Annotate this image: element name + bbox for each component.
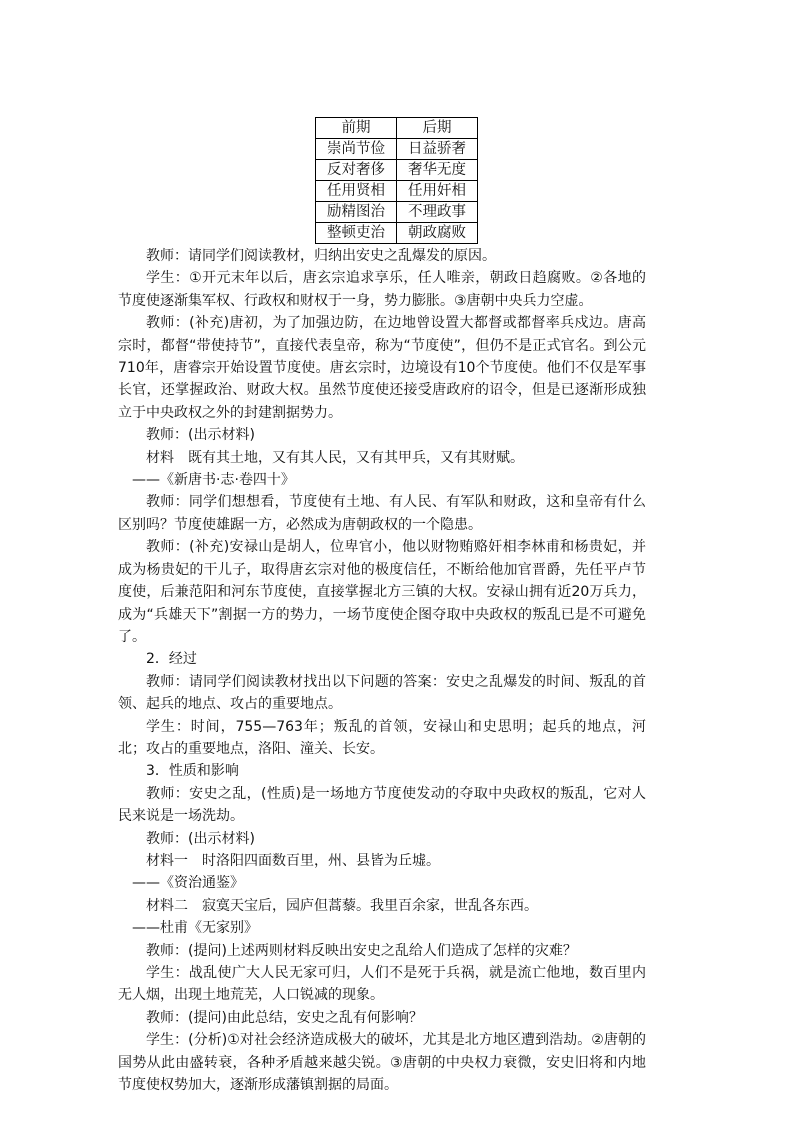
paragraph: 学生：(分析)①对社会经济造成极大的破坏，尤其是北方地区遭到浩劫。②唐朝的国势从此由盛转衰，各种矛盾越来越尖锐。③唐朝的中央权力衰微，安史旧将和内地节度使权势加大，逐渐形成藩镇割据的局面。	[118, 1032, 646, 1094]
table-row	[316, 160, 478, 181]
table-cell: 朝政腐败	[397, 223, 478, 244]
paragraph: 教师：(出示材料)	[146, 830, 255, 847]
table-row	[316, 139, 478, 160]
table-row	[316, 181, 478, 202]
table-cell: 不理政事	[397, 202, 478, 223]
table-cell: 任用奸相	[397, 181, 478, 202]
paragraph: 教师：(提问)由此总结，安史之乱有何影响？	[146, 1009, 423, 1026]
material-quote: 材料 既有其土地，又有其人民，又有其甲兵，又有其财赋。	[146, 449, 524, 466]
paragraph: 教师：(出示材料)	[146, 427, 255, 444]
table-cell: 奢华无度	[397, 160, 478, 181]
table-cell: 任用贤相	[316, 181, 397, 202]
material-source: ——《新唐书·志·卷四十》	[132, 472, 295, 489]
table-header-row	[316, 118, 478, 139]
material-source: ——《资治通鉴》	[132, 875, 244, 892]
paragraph: 学生：战乱使广大人民无家可归，人们不是死于兵祸，就是流亡他地，数百里内无人烟，出现土地荒芜，人口锐减的现象。	[118, 965, 646, 1004]
section-heading: 2．经过	[146, 651, 197, 668]
paragraph: 教师：(补充)安禄山是胡人，位卑官小，他以财物贿赂奸相李林甫和杨贵妃，并成为杨贵妃的干儿子，取得唐玄宗对他的极度信任，不断给他加官晋爵，先任平卢节度使，后兼范阳和河东节度使，直接掌握北方三镇的大权。安禄山拥有近20万兵力，成为“兵雄天下”割据一方的势力，一场节度使企图夺取中央政权的叛乱已是不可避免了。	[118, 539, 646, 645]
table-cell: 整顿吏治	[316, 223, 397, 244]
paragraph: 教师：(补充)唐初，为了加强边防，在边地曾设置大都督或都督率兵戍边。唐高宗时，都督“带使持节”，直接代表皇帝，称为“节度使”，但仍不是正式官名。到公元710年，唐睿宗开始设置节度使。唐玄宗时，边境设有10个节度使。他们不仅是军事长官，还掌握政治、财政大权。虽然节度使还接受唐政府的诏令，但是已逐渐形成独立于中央政权之外的封建割据势力。	[118, 315, 646, 421]
material-quote: 材料二 寂寞天宝后，园庐但蒿藜。我里百余家，世乱各东西。	[146, 897, 538, 914]
material-source: ——杜甫《无家别》	[132, 920, 258, 937]
table-cell: 日益骄奢	[397, 139, 478, 160]
section-heading: 3．性质和影响	[146, 763, 239, 780]
table-header-cell: 后期	[397, 118, 478, 139]
paragraph: 教师：请同学们阅读教材找出以下问题的答案：安史之乱爆发的时间、叛乱的首领、起兵的地点、攻占的重要地点。	[118, 673, 646, 713]
table-row	[316, 202, 478, 223]
table-row	[316, 223, 478, 244]
paragraph: 教师：同学们想想看，节度使有土地、有人民、有军队和财政，这和皇帝有什么区别吗？节度使雄踞一方，必然成为唐朝政权的一个隐患。	[118, 494, 646, 533]
paragraph: 教师：请同学们阅读教材，归纳出安史之乱爆发的原因。	[146, 248, 496, 264]
material-quote: 材料一 时洛阳四面数百里，州、县皆为丘墟。	[146, 852, 440, 869]
table-header-cell: 前期	[316, 118, 397, 139]
body-text	[118, 245, 646, 1096]
paragraph: 教师：安史之乱，(性质)是一场地方节度使发动的夺取中央政权的叛乱，它对人民来说是一场洗劫。	[118, 785, 646, 825]
table-cell: 反对奢侈	[316, 160, 397, 181]
table-cell: 崇尚节俭	[316, 139, 397, 160]
table-cell: 励精图治	[316, 202, 397, 223]
comparison-table	[315, 117, 478, 244]
paragraph: 教师：(提问)上述两则材料反映出安史之乱给人们造成了怎样的灾难？	[146, 942, 577, 959]
paragraph: 学生：①开元末年以后，唐玄宗追求享乐，任人唯亲，朝政日趋腐败。②各地的节度使逐渐集军权、行政权和财权于一身，势力膨胀。③唐朝中央兵力空虚。	[118, 270, 646, 309]
paragraph: 学生：时间，755—763年；叛乱的首领，安禄山和史思明；起兵的地点，河北；攻占的重要地点，洛阳、潼关、长安。	[118, 718, 646, 757]
